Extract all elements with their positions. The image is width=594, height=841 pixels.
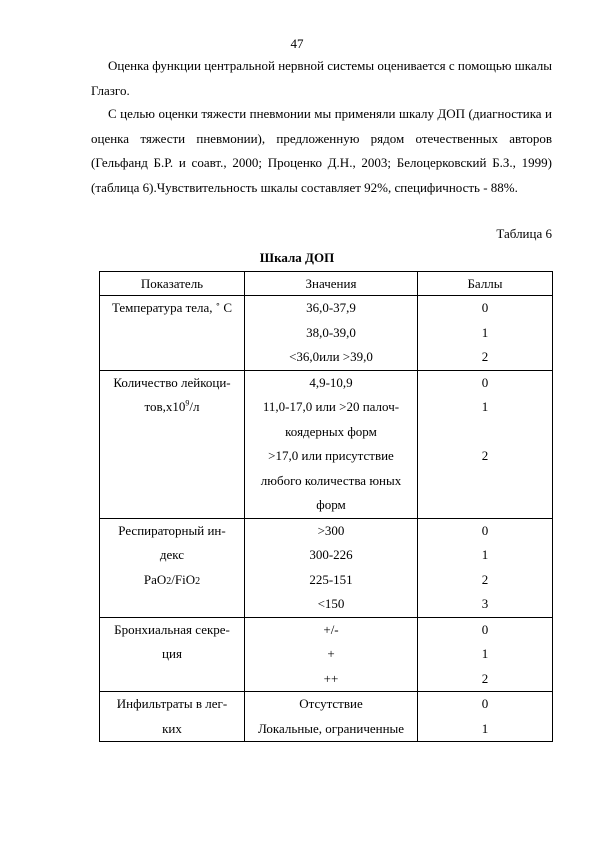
table-row — [100, 617, 553, 692]
score-text: 1 — [481, 547, 489, 562]
score-text: 0 — [481, 621, 489, 637]
scores-cell — [418, 617, 553, 692]
header-indicator: Показатель — [100, 272, 245, 296]
score-text: 2 — [481, 670, 489, 686]
indicator-text: ция — [162, 646, 182, 661]
values-cell — [245, 692, 418, 742]
score-text: 0 — [481, 696, 489, 711]
table-row — [100, 692, 553, 742]
value-text: 4,9-10,9 — [309, 374, 353, 390]
value-text: >300 — [317, 522, 345, 538]
table-title: Шкала ДОП — [259, 250, 335, 265]
indicator-text: Температура тела, ˚ С — [111, 300, 233, 315]
paragraph-dop-scale: С целью оценки тяжести пневмонии мы применяли шкалу ДОП (диагностика и оценка тяжести пневмонии), предложенную рядом отечественных авторов (Гельфанд Б.Р. и соавт., 2000; Проценко Д.Н., 2003; Белоцерковский Б.З., 1999) (таблица 6).Чувствительность шкалы составляет 92%, специфичность - 88%. — [91, 106, 552, 195]
scores-cell — [418, 370, 553, 518]
scores-cell — [418, 692, 553, 742]
value-text: <36,0или >39,0 — [289, 349, 373, 364]
score-text: 3 — [481, 596, 489, 611]
indicator-text: Количество лейкоци- — [113, 374, 231, 390]
value-text: 11,0-17,0 или >20 палоч- — [262, 399, 400, 414]
value-text: Отсутствие — [299, 696, 363, 711]
value-text: любого количества юных — [260, 472, 402, 488]
values-cell — [245, 370, 418, 518]
table-header-row — [100, 272, 553, 296]
score-text: 1 — [481, 646, 489, 661]
value-text: 36,0-37,9 — [306, 300, 356, 315]
table-row — [100, 296, 553, 371]
header-values: Значения — [245, 272, 418, 296]
score-text: 2 — [481, 571, 489, 587]
score-text: 2 — [481, 349, 489, 364]
score-text: 2 — [481, 448, 489, 463]
value-text: форм — [316, 497, 346, 512]
table-label: Таблица 6 — [496, 226, 552, 241]
score-text: 0 — [481, 374, 489, 390]
value-text: 300-226 — [309, 547, 353, 562]
indicator-text: Респираторный ин- — [118, 522, 226, 538]
value-text: + — [327, 646, 335, 661]
score-text: 0 — [481, 522, 489, 538]
indicator-cell — [100, 370, 245, 518]
indicator-cell — [100, 692, 245, 742]
score-text: 1 — [481, 720, 489, 736]
scores-cell — [418, 296, 553, 371]
value-text: ++ — [323, 670, 339, 686]
indicator-text: Инфильтраты в лег- — [116, 696, 228, 711]
value-text: 38,0-39,0 — [306, 324, 356, 340]
value-text: Локальные, ограниченные — [257, 720, 405, 736]
indicator-cell — [100, 518, 245, 617]
indicator-text: $тов,х10^9/л$ — [144, 398, 200, 414]
values-cell — [245, 518, 418, 617]
indicator-cell — [100, 296, 245, 371]
value-text: <150 — [317, 596, 345, 611]
score-text: 0 — [481, 300, 489, 315]
paragraph-glasgow: Оценка функции центральной нервной системы оценивается с помощью шкалы Глазго. — [91, 58, 552, 98]
value-text: коядерных форм — [285, 423, 377, 439]
score-text: 1 — [481, 324, 489, 340]
page-number: 47 — [290, 36, 304, 51]
indicator-text: ких — [162, 720, 182, 736]
indicator-cell — [100, 617, 245, 692]
values-cell — [245, 296, 418, 371]
header-scores: Баллы — [418, 272, 553, 296]
indicator-text: декс — [159, 547, 185, 562]
value-text: 225-151 — [309, 571, 353, 587]
score-spacer — [420, 420, 550, 445]
scores-cell — [418, 518, 553, 617]
values-cell — [245, 617, 418, 692]
score-text: 1 — [481, 399, 489, 414]
table-row — [100, 370, 553, 518]
indicator-text: PaO2/FiO2 — [143, 571, 201, 587]
indicator-text: Бронхиальная секре- — [114, 621, 230, 637]
dop-scale-table — [99, 271, 553, 742]
value-text: +/- — [323, 621, 339, 637]
value-text: >17,0 или присутствие — [268, 448, 394, 463]
table-row — [100, 518, 553, 617]
